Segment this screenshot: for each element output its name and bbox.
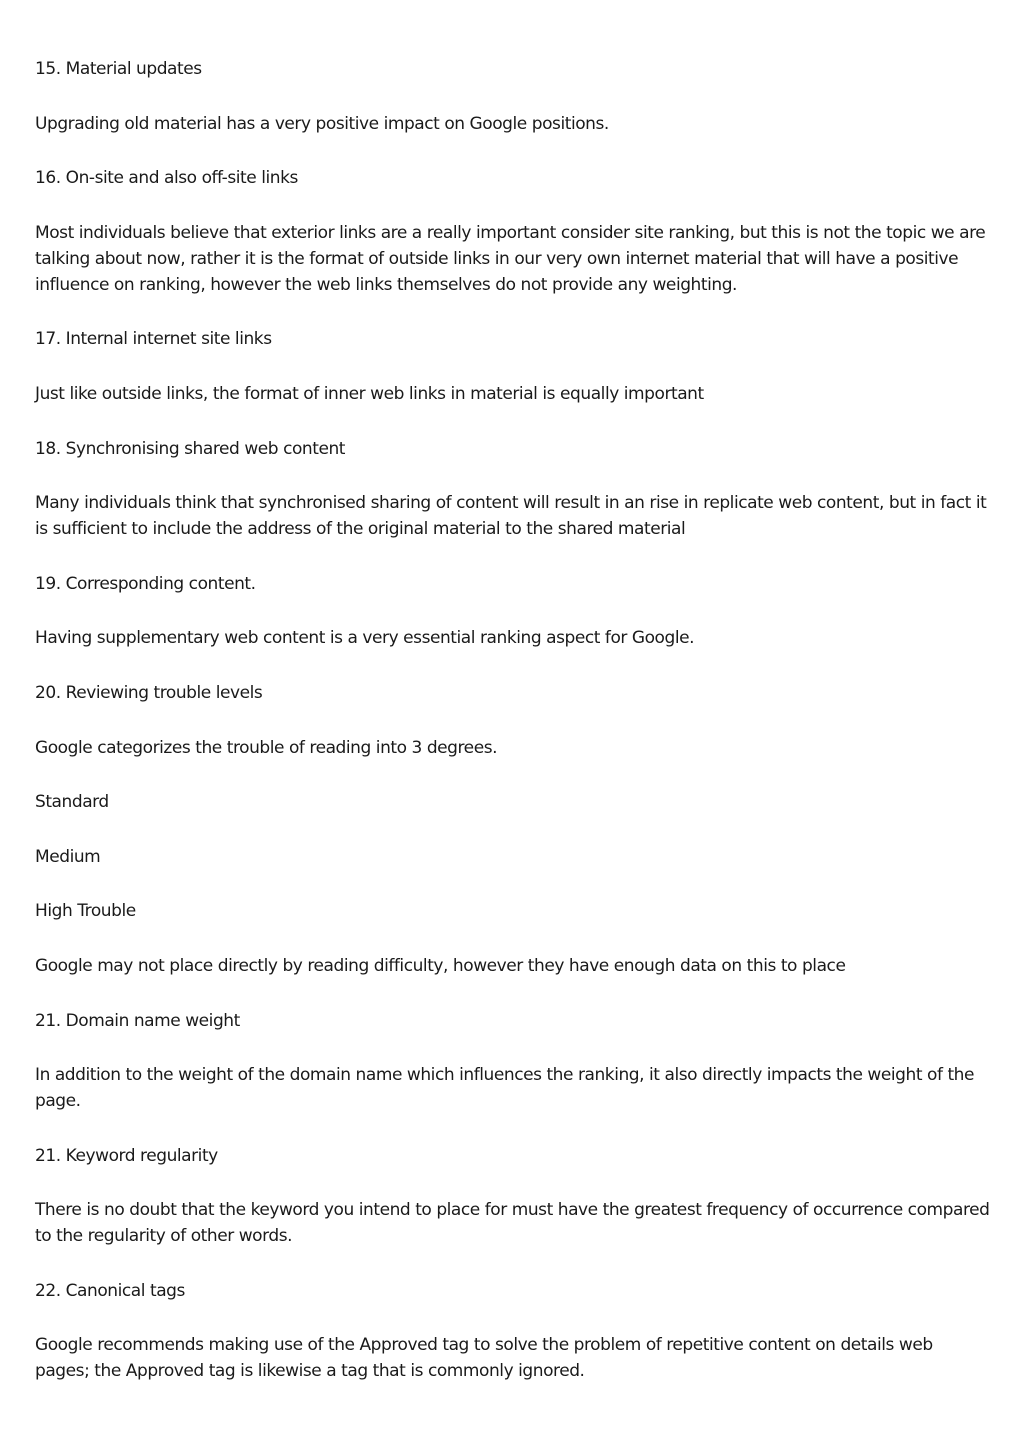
heading-onsite-offsite-links: 16. On-site and also off-site links — [35, 168, 298, 189]
heading-keyword-regularity: 21. Keyword regularity — [35, 1145, 218, 1166]
heading-internal-site-links: 17. Internal internet site links — [35, 329, 272, 350]
heading-synchronising-shared-content: 18. Synchronising shared web content — [35, 438, 346, 459]
paragraph: Upgrading old material has a very positive impact on Google positions. — [35, 113, 609, 134]
level-item: High Trouble — [35, 901, 136, 922]
heading-material-updates: 15. Material updates — [35, 59, 202, 79]
level-item: Standard — [35, 792, 109, 813]
heading-corresponding-content: 19. Corresponding content. — [35, 573, 256, 594]
paragraph: Just like outside links, the format of inner web links in material is equally important — [35, 383, 704, 404]
paragraph: Most individuals believe that exterior links are a really important consider site ranking, but this is not the topic we are talking about now, rather it is the format of outside links in our very own internet material that will have a positive influence on ranking, however the web links themselves do not provide any weighting. — [35, 222, 986, 295]
heading-reviewing-trouble-levels: 20. Reviewing trouble levels — [35, 682, 263, 703]
paragraph: Google may not place directly by reading difficulty, however they have enough data on this to place — [35, 955, 846, 976]
heading-domain-name-weight: 21. Domain name weight — [35, 1010, 240, 1031]
paragraph: Google recommends making use of the Approved tag to solve the problem of repetitive content on details web pages; the Approved tag is likewise a tag that is commonly ignored. — [35, 1335, 933, 1382]
paragraph: Many individuals think that synchronised sharing of content will result in an rise in replicate web content, but in fact it is sufficient to include the address of the original material to the shared material — [35, 493, 987, 540]
document-body — [35, 56, 990, 1413]
level-item: Medium — [35, 846, 101, 867]
paragraph: Having supplementary web content is a very essential ranking aspect for Google. — [35, 628, 695, 649]
paragraph: Google categorizes the trouble of reading into 3 degrees. — [35, 737, 498, 758]
paragraph: In addition to the weight of the domain name which influences the ranking, it also directly impacts the weight of the page. — [35, 1065, 974, 1112]
heading-canonical-tags: 22. Canonical tags — [35, 1280, 185, 1301]
paragraph: There is no doubt that the keyword you intend to place for must have the greatest frequency of occurrence compared to the regularity of other words. — [35, 1200, 990, 1247]
